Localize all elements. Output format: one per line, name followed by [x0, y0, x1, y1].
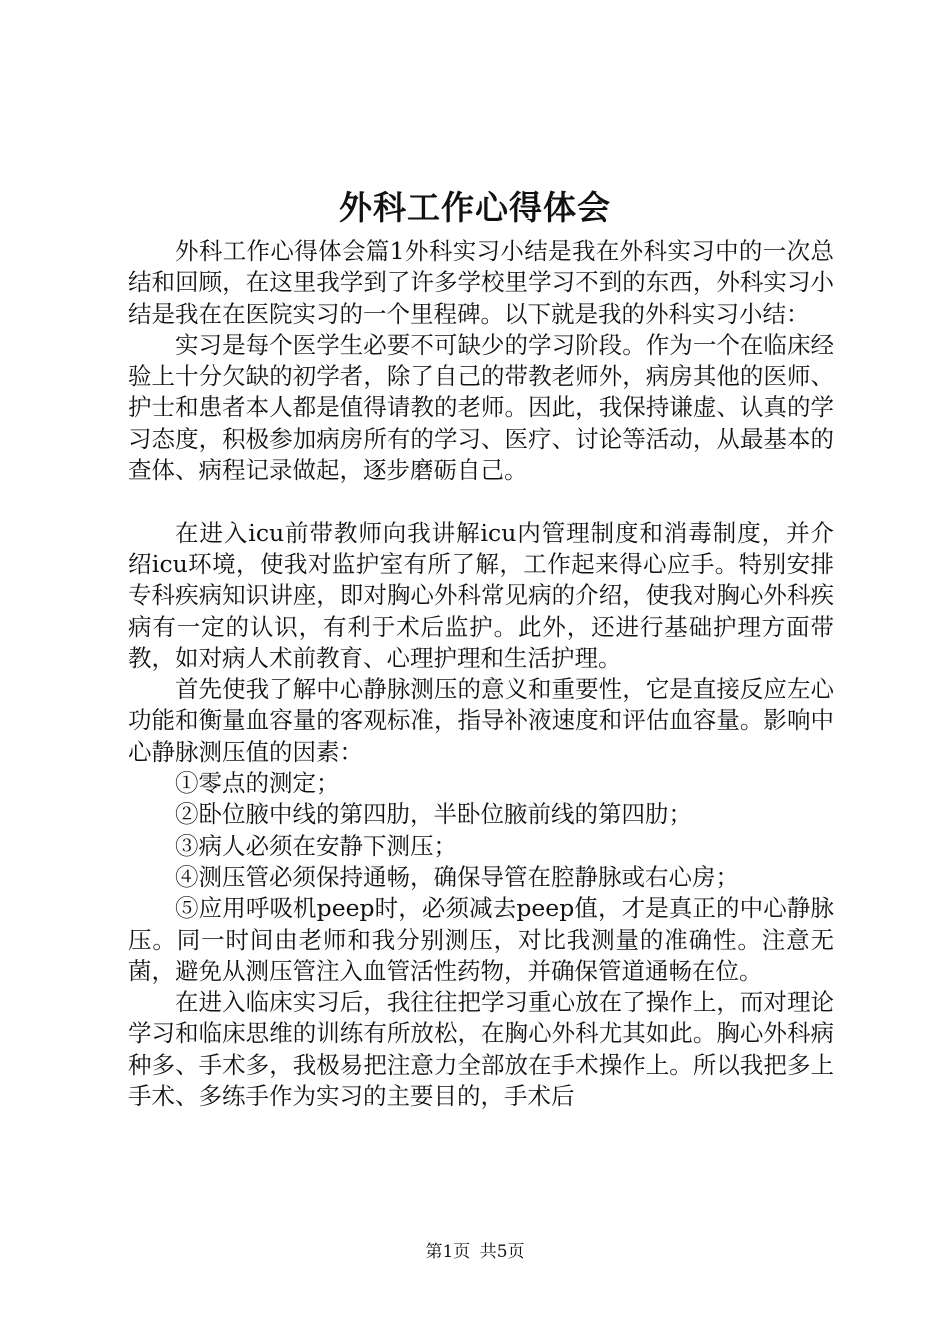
- list-item-2: ②卧位腋中线的第四肋，半卧位腋前线的第四肋；: [175, 800, 692, 829]
- list-item-5: ⑤应用呼吸机peep时，必须减去peep值，才是真正的中心静脉压。同一时间由老师和我分别测压，对比我测量的准确性。注意无菌，避免从测压管注入血管活性药物，并确保管道通畅在位。: [128, 894, 834, 985]
- page-total: 共5页: [479, 1242, 525, 1262]
- page-footer: [0, 1240, 950, 1264]
- list-item-1: ①零点的测定；: [175, 769, 340, 798]
- paragraph-internship: 实习是每个医学生必要不可缺少的学习阶段。作为一个在临床经验上十分欠缺的初学者，除了自己的带教老师外，病房其他的医师、护士和患者本人都是值得请教的老师。因此，我保持谦虚、认真的学习态度，积极参加病房所有的学习、医疗、讨论等活动，从最基本的查体、病程记录做起，逐步磨砺自己。: [128, 330, 834, 485]
- paragraph-icu: 在进入icu前带教师向我讲解icu内管理制度和消毒制度，并介绍icu环境，使我对监护室有所了解，工作起来得心应手。特别安排专科疾病知识讲座，即对胸心外科常见病的介绍，使我对胸心外科疾病有一定的认识，有利于术后监护。此外，还进行基础护理方面带教，如对病人术前教育、心理护理和生活护理。: [128, 518, 834, 672]
- page-title: 外科工作心得体会: [339, 188, 611, 227]
- paragraph-spacer: [128, 486, 834, 517]
- paragraph-cvp: 首先使我了解中心静脉测压的意义和重要性，它是直接反应左心功能和衡量血容量的客观标准，指导补液速度和评估血容量。影响中心静脉测压值的因素：: [128, 675, 834, 766]
- article-body: [128, 236, 834, 1112]
- paragraph-clinical: 在进入临床实习后，我往往把学习重心放在了操作上，而对理论学习和临床思维的训练有所放松，在胸心外科尤其如此。胸心外科病种多、手术多，我极易把注意力全部放在手术操作上。所以我把多上手术、多练手作为实习的主要目的，手术后: [128, 988, 834, 1111]
- paragraph-intro: 外科工作心得体会篇1外科实习小结是我在外科实习中的一次总结和回顾，在这里我学到了许多学校里学习不到的东西，外科实习小结是我在在医院实习的一个里程碑。以下就是我的外科实习小结：: [128, 237, 834, 328]
- list-item-4: ④测压管必须保持通畅，确保导管在腔静脉或右心房；: [175, 862, 739, 891]
- page-number: 第1页: [425, 1242, 471, 1262]
- list-item-3: ③病人必须在安静下测压；: [175, 831, 457, 860]
